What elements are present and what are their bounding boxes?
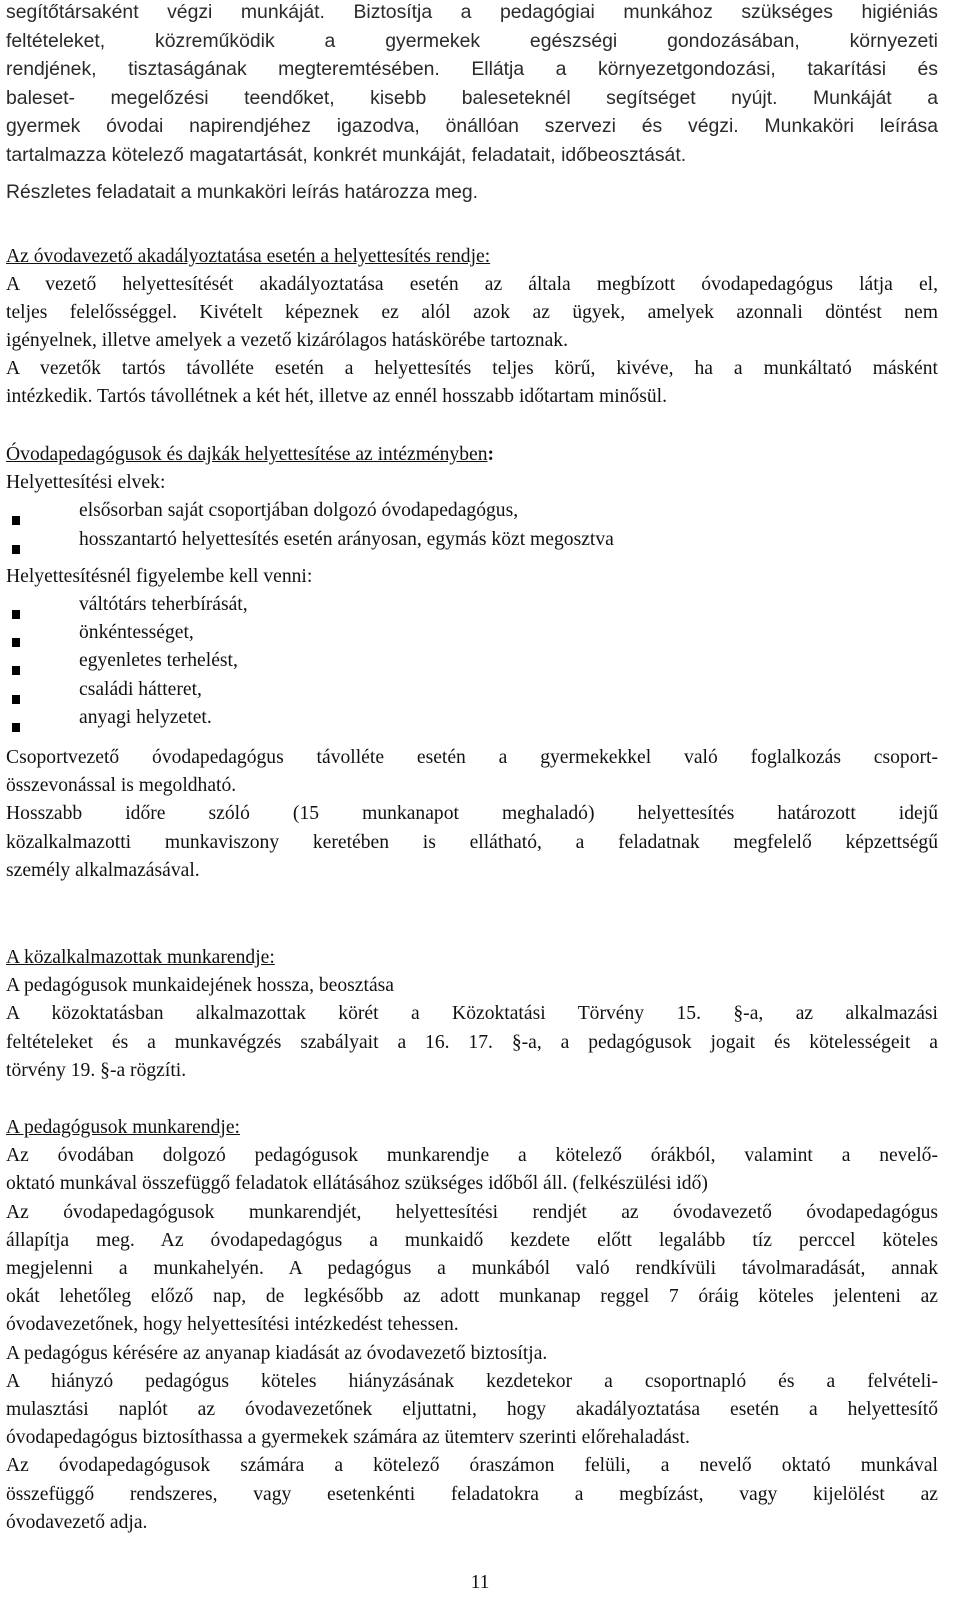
teacher-line: Az óvodapedagógusok számára a kötelező óraszámon felüli, a nevelő oktató munkával	[6, 1455, 938, 1477]
teacher-line: óvodavezetőnek, hogy helyettesítési intézkedést tehessen.	[6, 1314, 459, 1336]
long-line: közalkalmazotti munkaviszony keretében is ellátható, a feladatnak megfelelő képzettségű	[6, 831, 938, 853]
staff-substitution-heading: Óvodapedagógusok és dajkák helyettesítése az intézményben	[6, 444, 488, 465]
teacher-schedule-heading: A pedagógusok munkarendje:	[6, 1117, 240, 1138]
intro-details: Részletes feladatait a munkaköri leírás határozza meg.	[6, 180, 479, 203]
leader-line: A vezetők tartós távolléte esetén a helyettesítés teljes körű, kivéve, ha a munkáltató másként	[6, 358, 938, 379]
work-schedule-line: A közoktatásban alkalmazottak körét a Közoktatási Törvény 15. §-a, az alkalmazási	[6, 1003, 938, 1025]
list-item: váltótárs teherbírását,	[6, 591, 938, 619]
heading-colon: :	[487, 444, 495, 465]
long-line: személy alkalmazásával.	[6, 859, 200, 881]
intro-line: gyermek óvodai napirendjéhez igazodva, önállóan szervezi és végzi. Munkaköri leírása	[6, 115, 938, 138]
teacher-line: A hiányzó pedagógus köteles hiányzásának kezdetekor a csoportnapló és a felvételi-	[6, 1370, 938, 1392]
teacher-line: oktató munkával összefüggő feladatok ellátásához szükséges időből áll. (felkészülési idő)	[6, 1173, 708, 1195]
group-line: összevonással is megoldható.	[6, 775, 237, 797]
square-bullet-icon	[12, 535, 20, 544]
leader-line: teljes felelősséggel. Kivételt képeznek ez alól azok az ügyek, amelyek azonnali döntést nem	[6, 302, 938, 323]
leader-line: intézkedik. Tartós távollétnek a két hét, illetve az ennél hosszabb időtartam minősül.	[6, 386, 667, 407]
intro-line: baleset- megelőzési teendőket, kisebb baleseteknél segítséget nyújt. Munkáját a	[6, 86, 938, 109]
intro-line: feltételeket, közreműködik a gyermekek egészségi gondozásában, környezeti	[6, 29, 938, 52]
work-schedule-subheading: A pedagógusok munkaidejének hossza, beosztása	[6, 975, 394, 997]
teacher-line: állapítja meg. Az óvodapedagógus a munkaidő kezdete előtt legalább tíz perccel köteles	[6, 1229, 938, 1251]
intro-line: rendjének, tisztaságának megteremtésében. Ellátja a környezetgondozási, takarítási és	[6, 58, 938, 81]
intro-line: tartalmazza kötelező magatartását, konkrét munkáját, feladatait, időbeosztását.	[6, 143, 687, 166]
work-schedule-heading: A közalkalmazottak munkarendje:	[6, 947, 275, 968]
considerations-list	[6, 591, 938, 732]
square-bullet-icon	[12, 628, 20, 637]
list-item: egyenletes terhelést,	[6, 647, 938, 675]
teacher-line: okát lehetőleg előző nap, de legkésőbb az adott munkanap reggel 7 óráig köteles jelenteni az	[6, 1286, 938, 1308]
list-item: önkéntességet,	[6, 619, 938, 647]
teacher-line: óvodavezető adja.	[6, 1511, 148, 1533]
teacher-schedule-section	[6, 1114, 938, 1537]
teacher-line: megjelenni a munkahelyén. A pedagógus a munkából való rendkívüli távolmaradását, annak	[6, 1258, 938, 1280]
staff-substitution-heading-row	[6, 441, 938, 469]
list-item: családi hátteret,	[6, 676, 938, 704]
work-schedule-line: feltételeket és a munkavégzés szabályait a 16. 17. §-a, a pedagógusok jogait és kötelességeit a	[6, 1031, 938, 1053]
work-schedule-line: törvény 19. §-a rögzíti.	[6, 1059, 187, 1081]
square-bullet-icon	[12, 506, 20, 515]
square-bullet-icon	[12, 685, 20, 694]
staff-substitution-section	[6, 441, 938, 885]
square-bullet-icon	[12, 713, 20, 722]
square-bullet-icon	[12, 600, 20, 609]
list-item: anyagi helyzetet.	[6, 704, 938, 732]
teacher-line: mulasztási naplót az óvodavezetőnek eljuttatni, hogy akadályoztatása esetén a helyettesítő	[6, 1399, 938, 1421]
list-item: elsősorban saját csoportjában dolgozó óvodapedagógus,	[6, 497, 938, 525]
teacher-line: óvodapedagógus biztosíthassa a gyermekek számára az ütemterv szerinti előrehaladást.	[6, 1427, 690, 1449]
teacher-line: Az óvodapedagógusok munkarendjét, helyettesítési rendjét az óvodavezető óvodapedagógus	[6, 1201, 938, 1223]
teacher-line: összefüggő rendszeres, vagy esetenkénti feladatokra a megbízást, vagy kijelölést az	[6, 1483, 938, 1505]
principles-list	[6, 497, 938, 553]
teacher-line: A pedagógus kérésére az anyanap kiadását az óvodavezető biztosítja.	[6, 1342, 548, 1364]
principles-label: Helyettesítési elvek:	[6, 472, 166, 494]
intro-paragraph	[6, 0, 938, 206]
leader-substitution-heading: Az óvodavezető akadályoztatása esetén a helyettesítés rendje:	[6, 246, 491, 267]
leader-line: A vezető helyettesítését akadályoztatása esetén az általa megbízott óvodapedagógus látja el,	[6, 274, 938, 295]
intro-line: segítőtársaként végzi munkáját. Biztosítja a pedagógiai munkához szükséges higiéniás	[6, 1, 938, 23]
list-item: hosszantartó helyettesítés esetén arányosan, egymás közt megosztva	[6, 526, 938, 554]
teacher-line: Az óvodában dolgozó pedagógusok munkarendje a kötelező órákból, valamint a nevelő-	[6, 1145, 938, 1167]
leader-substitution-section	[6, 243, 938, 411]
work-schedule-section	[6, 944, 938, 1085]
square-bullet-icon	[12, 656, 20, 665]
page-number: 11	[470, 1572, 490, 1593]
leader-line: igényelnek, illetve amelyek a vezető kizárólagos hatáskörébe tartoznak.	[6, 330, 568, 351]
considerations-label: Helyettesítésnél figyelembe kell venni:	[6, 565, 313, 587]
long-line: Hosszabb időre szóló (15 munkanapot meghaladó) helyettesítés határozott idejű	[6, 803, 938, 825]
group-line: Csoportvezető óvodapedagógus távolléte esetén a gyermekekkel való foglalkozás csoport-	[6, 747, 938, 769]
